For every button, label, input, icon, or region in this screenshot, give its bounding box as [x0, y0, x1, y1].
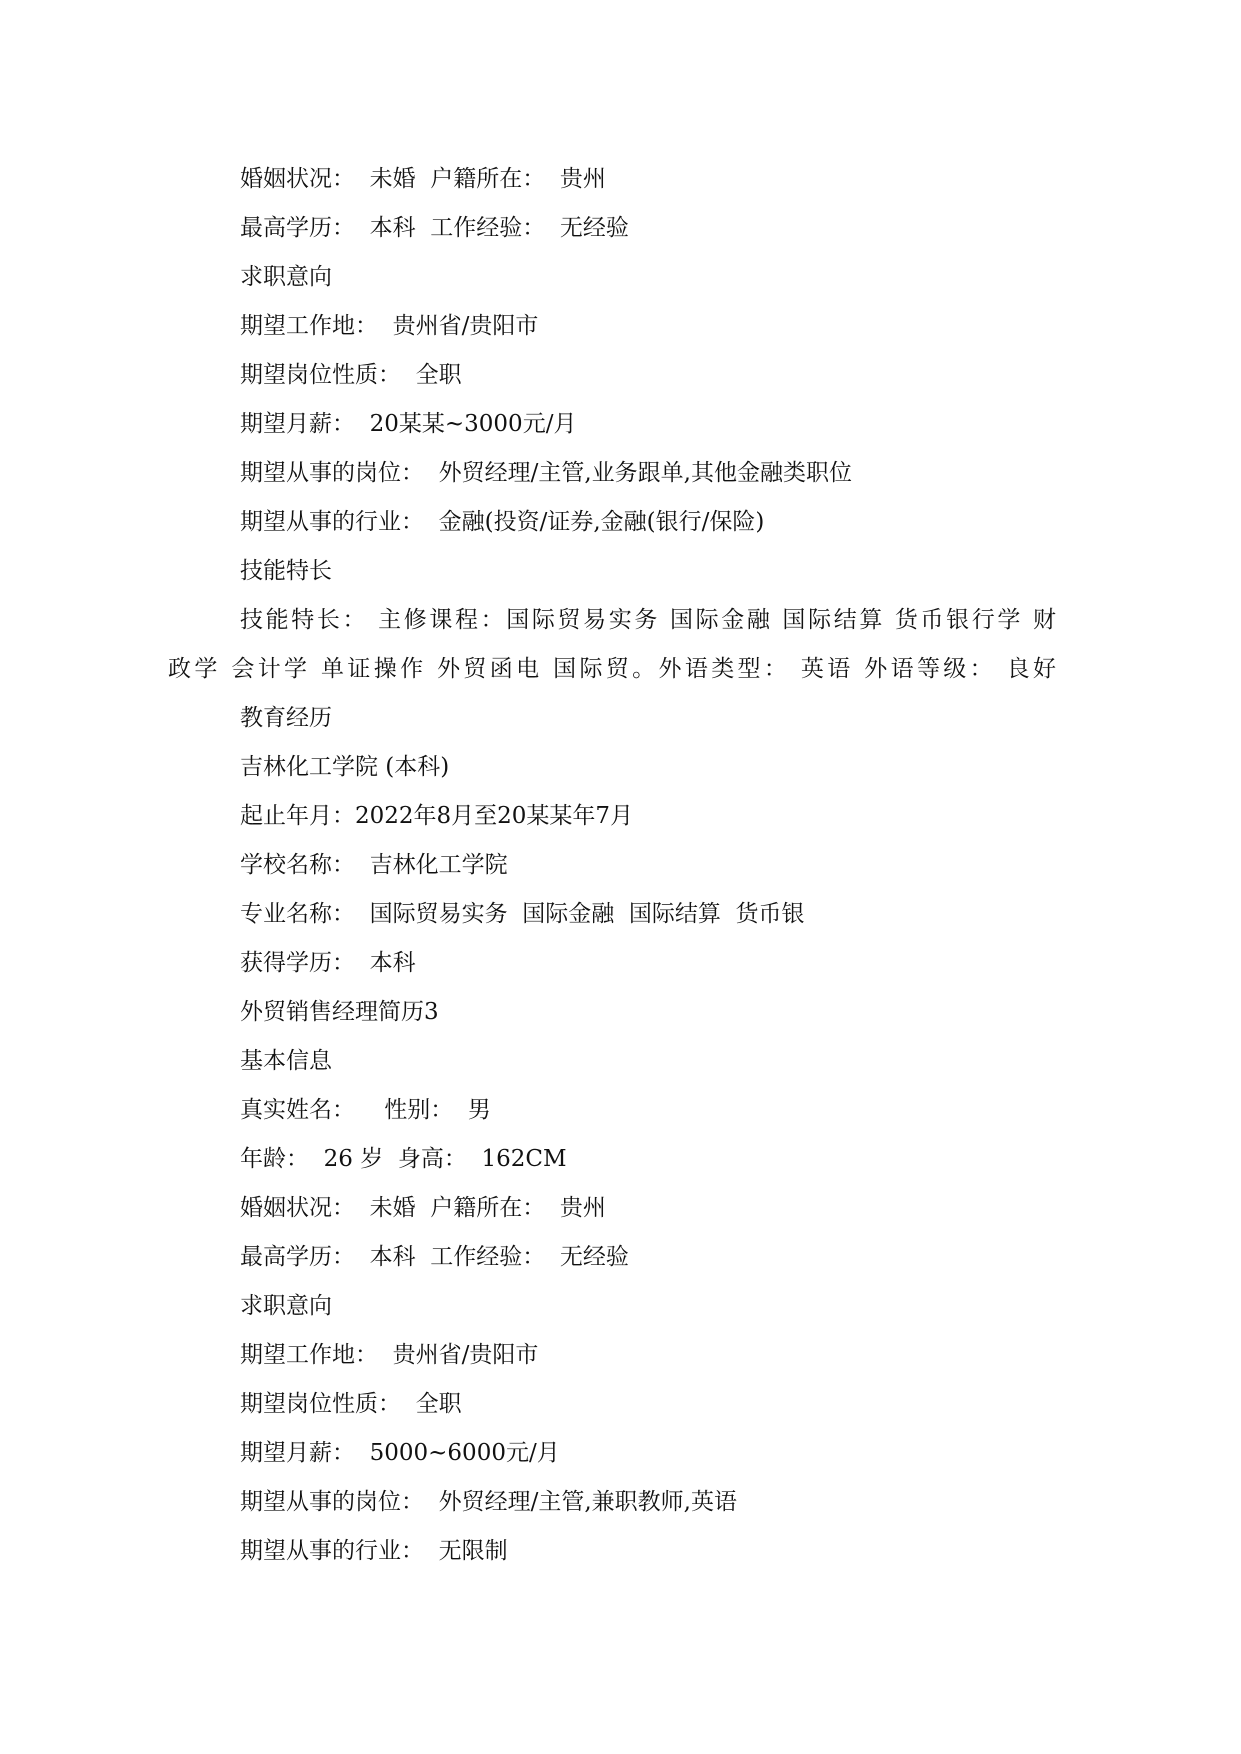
- marital-status-line: 婚姻状况： 未婚 户籍所在： 贵州: [240, 166, 606, 192]
- section-heading-job-intention: 求职意向: [240, 264, 332, 290]
- resume-title-line: 外贸销售经理简历3: [240, 999, 439, 1025]
- school-heading-line: 吉林化工学院 (本科): [240, 754, 450, 780]
- study-period-line: 起止年月：2022年8月至20某某年7月: [240, 803, 634, 829]
- section-heading-job-intention-2: 求职意向: [240, 1293, 332, 1319]
- age-height-line: 年龄： 26 岁 身高： 162CM: [240, 1146, 567, 1172]
- name-gender-line: 真实姓名： 性别： 男: [240, 1097, 491, 1123]
- marital-status-line-2: 婚姻状况： 未婚 户籍所在： 贵州: [240, 1195, 606, 1221]
- expected-salary-line: 期望月薪： 20某某~3000元/月: [240, 411, 577, 437]
- expected-industry-line: 期望从事的行业： 金融(投资/证券,金融(银行/保险): [240, 509, 765, 535]
- expected-job-type-line: 期望岗位性质： 全职: [240, 362, 462, 388]
- education-experience-line-2: 最高学历： 本科 工作经验： 无经验: [240, 1244, 629, 1270]
- expected-salary-line-2: 期望月薪： 5000~6000元/月: [240, 1440, 560, 1466]
- major-line: 专业名称： 国际贸易实务 国际金融 国际结算 货币银: [240, 901, 805, 927]
- section-heading-basic-info: 基本信息: [240, 1048, 332, 1074]
- degree-line: 获得学历： 本科: [240, 950, 416, 976]
- section-heading-skills: 技能特长: [240, 558, 332, 584]
- expected-job-type-line-2: 期望岗位性质： 全职: [240, 1391, 462, 1417]
- expected-location-line-2: 期望工作地： 贵州省/贵阳市: [240, 1342, 539, 1368]
- skills-paragraph-line-1: 技能特长： 主修课程：国际贸易实务 国际金融 国际结算 货币银行学 财: [240, 607, 1056, 633]
- skills-paragraph-continued: [168, 645, 1056, 694]
- education-experience-line: 最高学历： 本科 工作经验： 无经验: [240, 215, 629, 241]
- expected-position-line-2: 期望从事的岗位： 外贸经理/主管,兼职教师,英语: [240, 1489, 737, 1515]
- skills-paragraph: [188, 596, 1056, 645]
- school-name-line: 学校名称： 吉林化工学院: [240, 852, 508, 878]
- expected-industry-line-2: 期望从事的行业： 无限制: [240, 1538, 508, 1564]
- expected-position-line: 期望从事的岗位： 外贸经理/主管,业务跟单,其他金融类职位: [240, 460, 852, 486]
- resume-body: [168, 155, 1056, 1576]
- expected-location-line: 期望工作地： 贵州省/贵阳市: [240, 313, 539, 339]
- section-heading-education: 教育经历: [240, 705, 332, 731]
- skills-paragraph-line-2: 政学 会计学 单证操作 外贸函电 国际贸。外语类型： 英语 外语等级： 良好: [168, 656, 1056, 682]
